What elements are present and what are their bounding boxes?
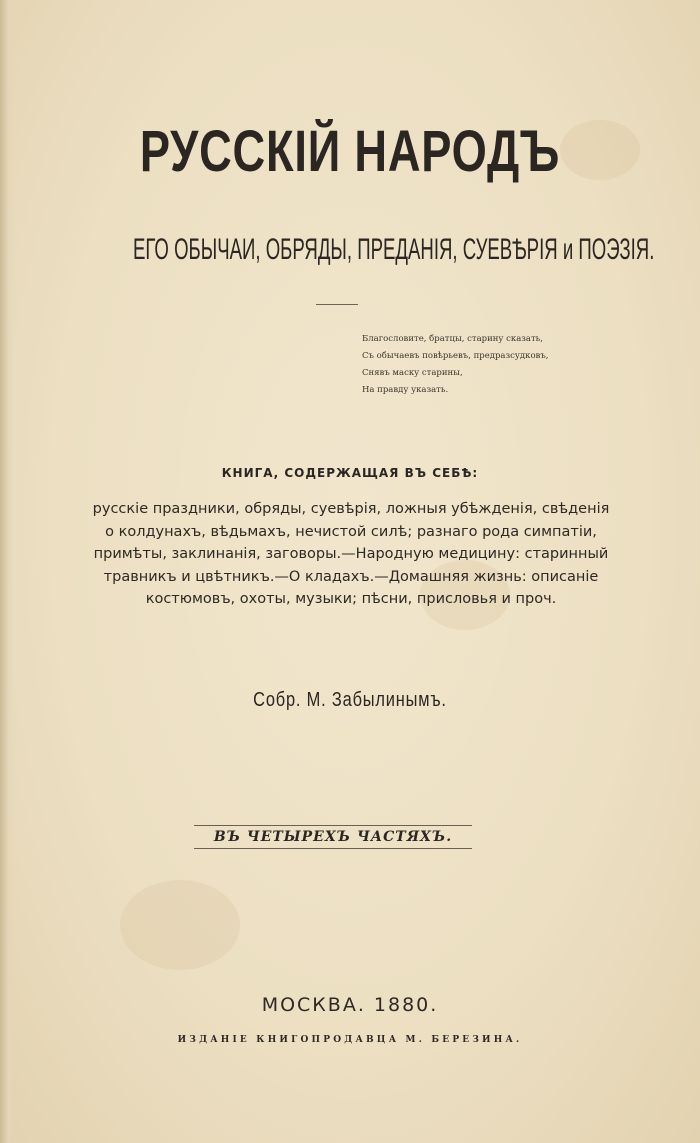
book-title: РУССКІЙ НАРОДЪ: [139, 119, 561, 184]
paper-stain: [120, 880, 240, 970]
book-subtitle: ЕГО ОБЫЧАИ, ОБРЯДЫ, ПРЕДАНІЯ, СУЕВѢРІЯ и ПОЭЗІЯ.: [133, 233, 655, 266]
contents-line: о колдунахъ, вѣдьмахъ, нечистой силѣ; разнаго рода симпатіи,: [105, 523, 597, 540]
contents-line: русскіе праздники, обряды, суевѣрія, ложныя убѣжденія, свѣденія: [92, 501, 610, 517]
epigraph-line: Съ обычаевъ повѣрьевъ, предразсудковъ,: [362, 351, 549, 361]
contents-line: костюмовъ, охоты, музыки; пѣсни, присловья и проч.: [145, 591, 557, 607]
contents-heading: КНИГА, СОДЕРЖАЩАЯ ВЪ СЕБѢ:: [221, 466, 479, 480]
contents-line: примѣты, заклинанія, заговоры.—Народную медицину: старинный: [93, 546, 609, 562]
contents-description: [75, 498, 627, 611]
epigraph-line: Снявъ маску старины,: [362, 368, 463, 378]
publisher-line: ИЗДАНІЕ КНИГОПРОДАВЦА М. БЕРЕЗИНА.: [177, 1035, 523, 1045]
page-spine-shadow: [0, 0, 14, 1143]
epigraph: [362, 331, 662, 399]
parts-label: ВЪ ЧЕТЫРЕХЪ ЧАСТЯХЪ.: [194, 825, 472, 849]
epigraph-line: Благословите, братцы, старину сказать,: [362, 334, 543, 344]
author-credit: Собр. М. Забылинымъ.: [253, 689, 447, 711]
city-year: МОСКВА. 1880.: [261, 994, 439, 1016]
divider-rule: [316, 304, 358, 305]
contents-line: травникъ и цвѣтникъ.—О кладахъ.—Домашняя жизнь: описаніе: [103, 568, 599, 585]
epigraph-line: На правду указать.: [362, 385, 449, 395]
